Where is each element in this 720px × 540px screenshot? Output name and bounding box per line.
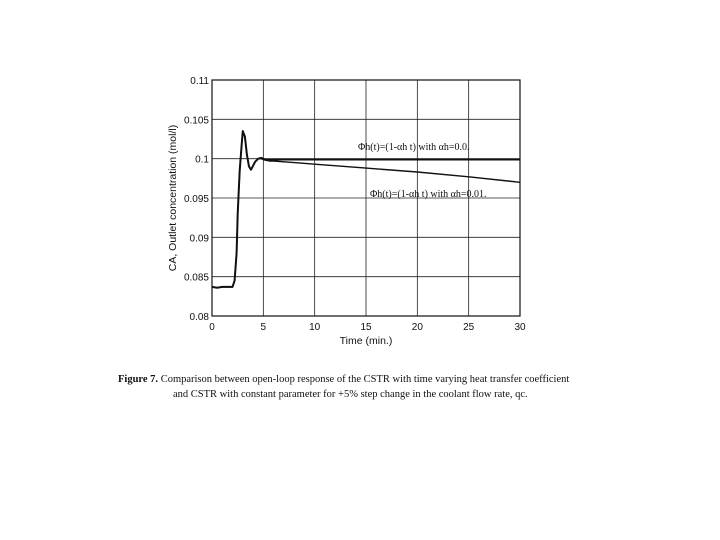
y-axis-label: CA, Outlet concentration (mol/l)	[167, 124, 179, 272]
x-tick-label: 5	[260, 322, 267, 333]
y-tick-label: 0.095	[183, 194, 209, 205]
y-tick-label: 0.105	[183, 115, 209, 127]
y-tick-label: 0.1	[195, 154, 209, 166]
y-ticks	[184, 76, 209, 323]
caption-label: Figure 7.	[118, 374, 159, 385]
y-tick-label: 0.11	[190, 76, 209, 87]
x-tick-label: 15	[360, 322, 372, 333]
x-tick-label: 30	[514, 322, 526, 333]
x-tick-label: 20	[411, 322, 423, 333]
x-tick-label: 10	[309, 322, 321, 333]
figure-caption	[118, 372, 638, 402]
y-tick-label: 0.085	[183, 272, 209, 284]
x-ticks	[209, 322, 526, 333]
annotation-alpha-0: Φh(t)=(1-αh t) with αh=0.0.	[358, 142, 470, 153]
x-axis-label: Time (min.)	[339, 335, 393, 347]
caption-line-2: and CSTR with constant parameter for +5% step change in the coolant flow rate, qc.	[173, 389, 528, 400]
x-tick-label: 25	[463, 322, 475, 333]
caption-line-1: Comparison between open-loop response of the CSTR with time varying heat transfer coefficient	[160, 374, 570, 385]
y-tick-label: 0.08	[189, 312, 209, 323]
annotation-alpha-001: Φh(t)=(1-αh t) with αh=0.01.	[370, 189, 487, 200]
y-tick-label: 0.09	[189, 233, 209, 245]
x-tick-label: 0	[209, 322, 215, 333]
